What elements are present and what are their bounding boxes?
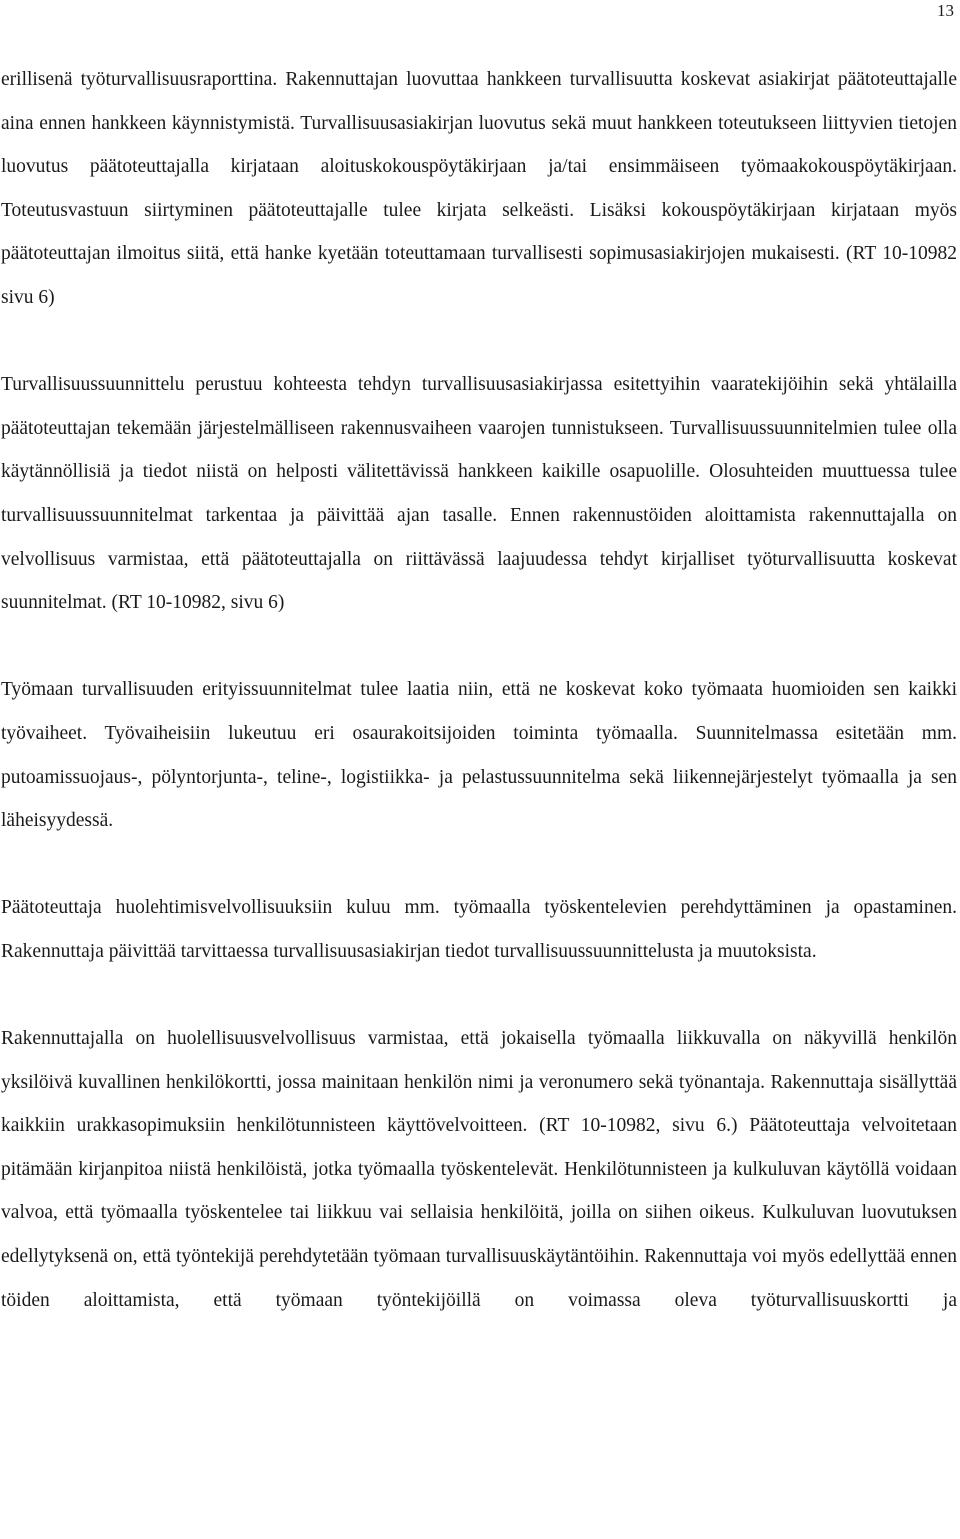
page-number: 13 xyxy=(937,1,954,20)
document-body xyxy=(1,58,957,1322)
paragraph-id-cards: Rakennuttajalla on huolellisuusvelvollisuus varmistaa, että jokaisella työmaalla liikkuvalla on näkyvillä henkilön yksilöivä kuvallinen henkilökortti, jossa mainitaan henkilön nimi ja veronumero sekä työnantaja. Rakennuttaja sisällyttää kaikkiin urakkasopimuksiin henkilötunnisteen käyttövelvoitteen. (RT 10-10982, sivu 6.) Päätoteuttaja velvoitetaan pitämään kirjanpitoa niistä henkilöistä, jotka työmaalla työskentelevät. Henkilötunnisteen ja kulkuluvan käytöllä voidaan valvoa, että työmaalla työskentelee tai liikkuu vai sellaisia henkilöitä, joilla on siihen oikeus. Kulkuluvan luovutuksen edellytyksenä on, että työntekijä perehdytetään työmaan turvallisuuskäytäntöihin. Rakennuttaja voi myös edellyttää ennen töiden aloittamista, että työmaan työntekijöillä on voimassa oleva työturvallisuuskortti ja xyxy=(1,1028,957,1311)
paragraph-special-plans: Työmaan turvallisuuden erityissuunnitelmat tulee laatia niin, että ne koskevat koko työmaata huomioiden sen kaikki työvaiheet. Työvaiheisiin lukeutuu eri osaurakoitsijoiden toiminta työmaalla. Suunnitelmassa esitetään mm. putoamissuojaus-, pölyntorjunta-, teline-, logistiikka- ja pelastussuunnitelma sekä liikennejärjestelyt työmaalla ja sen läheisyydessä. xyxy=(1,679,957,832)
paragraph-safety-planning: Turvallisuussuunnittelu perustuu kohteesta tehdyn turvallisuusasiakirjassa esitettyihin vaaratekijöihin sekä yhtälailla päätoteuttajan tekemään järjestelmälliseen rakennusvaiheen vaarojen tunnistukseen. Turvallisuussuunnitelmien tulee olla käytännöllisiä ja tiedot niistä on helposti välitettävissä hankkeen kaikille osapuolille. Olosuhteiden muuttuessa tulee turvallisuussuunnitelmat tarkentaa ja päivittää ajan tasalle. Ennen rakennustöiden aloittamista rakennuttajalla on velvollisuus varmistaa, että päätoteuttajalla on riittävässä laajuudessa tehdyt kirjalliset työturvallisuutta koskevat suunnitelmat. (RT 10-10982, sivu 6) xyxy=(1,374,957,614)
paragraph-main-contractor-duties: Päätoteuttaja huolehtimisvelvollisuuksiin kuluu mm. työmaalla työskentelevien perehdyttäminen ja opastaminen. Rakennuttaja päivittää tarvittaessa turvallisuusasiakirjan tiedot turvallisuussuunnittelusta ja muutoksista. xyxy=(1,897,957,962)
paragraph-handover: erillisenä työturvallisuusraporttina. Rakennuttajan luovuttaa hankkeen turvallisuutta koskevat asiakirjat päätoteuttajalle aina ennen hankkeen käynnistymistä. Turvallisuusasiakirjan luovutus sekä muut hankkeen toteutukseen liittyvien tietojen luovutus päätoteuttajalla kirjataan aloituskokouspöytäkirjaan ja/tai ensimmäiseen työmaakokouspöytäkirjaan. Toteutusvastuun siirtyminen päätoteuttajalle tulee kirjata selkeästi. Lisäksi kokouspöytäkirjaan kirjataan myös päätoteuttajan ilmoitus siitä, että hanke kyetään toteuttamaan turvallisesti sopimusasiakirjojen mukaisesti. (RT 10-10982 sivu 6) xyxy=(1,69,957,308)
